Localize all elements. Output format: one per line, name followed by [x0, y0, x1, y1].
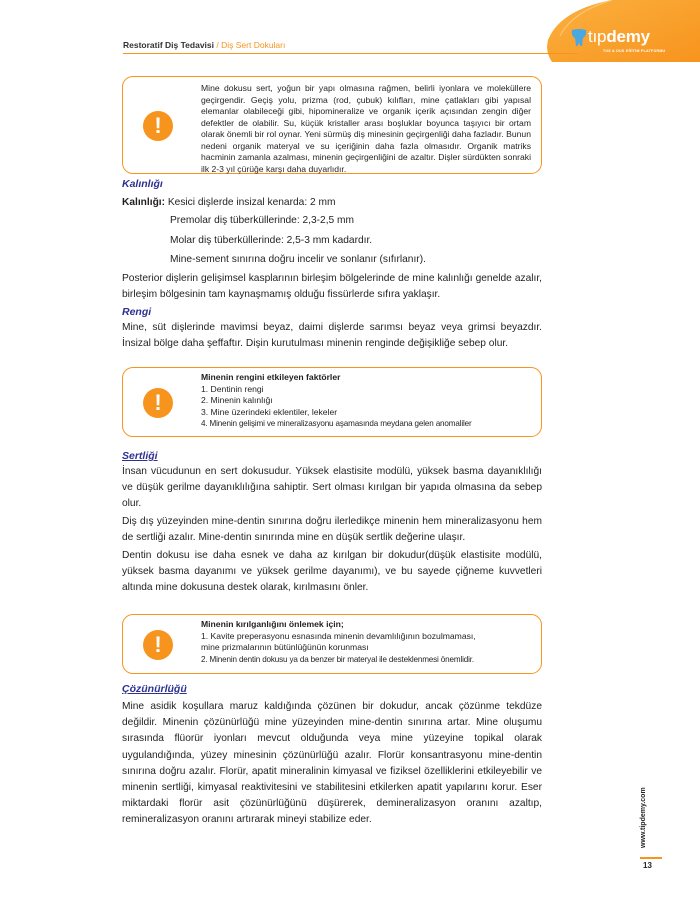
exclamation-icon: ! [143, 111, 173, 141]
side-url[interactable]: www.tipdemy.com [640, 787, 647, 848]
callout-list-item: 4. Minenin gelişimi ve mineralizasyonu aşamasında meydana gelen anomaliler [201, 419, 472, 428]
exclamation-icon: ! [143, 630, 173, 660]
thickness-label: Kalınlığı: [122, 197, 166, 208]
callout-color-factors [122, 367, 542, 437]
section-heading-hardness: Sertliği [122, 450, 158, 462]
logo-demy: demy [606, 27, 650, 46]
logo-tagline: TUS & DUS EĞİTİM PLATFORMU [603, 49, 666, 53]
tooth-icon [570, 28, 588, 48]
exclamation-icon: ! [143, 388, 173, 418]
section-heading-thickness: Kalınlığı [122, 178, 163, 190]
logo-tip: tıp [588, 27, 607, 46]
tipdemy-logo [530, 0, 700, 62]
callout-list-item: 2. Minenin kalınlığı [201, 395, 273, 405]
thickness-item: Mine-sement sınırına doğru incelir ve sonlanır (sıfırlanır). [170, 254, 426, 265]
thickness-item: Molar diş tüberküllerinde: 2,5-3 mm kadardır. [170, 235, 373, 246]
callout-list-item: 1. Dentinin rengi [201, 383, 264, 394]
solubility-paragraph: Mine asidik koşullara maruz kaldığında çözünen bir dokudur, ancak çözünme tekdüze değildir. Minenin çözünürlüğü mine yüzeyinden mine-dentin sınırına artar. Mine oluşumu sırasında flüorür iyonları mevcut olduğunda veya mine yüzeyine topikal olarak uygulandığında, yüzey minesinin çözünürlüğü azalır. Florür konsantrasyonu mine-dentin sınırına doğru azalır. Florür, apatit mineralinin kimyasal ve fiziksel özelliklerini etkileyebilir ve minenin sertliği, kimyasal reaktivitesini ve stabilitesini etkilerken apatit yapılarını korur. Eser miktardaki florür asit çözünürlüğünü düşürerek, demineralizasyon oranını azaltıp, remineralizasyon oranını artırarak mineyi stabilize eder. [122, 701, 542, 826]
color-paragraph: Mine, süt dişlerinde mavimsi beyaz, daimi dişlerde sarımsı beyaz veya grimsi beyazdır. İnsizal bölge daha şeffaftır. Dişin kurutulması minenin renginde değişikliğe sebep olur. [122, 322, 542, 349]
hardness-paragraph: Dentin dokusu ise daha esnek ve daha az kırılgan bir dokudur(düşük elastisite modülü, yüksek basma dayanımı ve yüksek gerilme dayanımı), ve bu sayede çiğneme kuvvetleri altında mine dokusuna destek olarak, kırılmasını önler. [122, 550, 542, 593]
hardness-paragraph: Diş dış yüzeyinden mine-dentin sınırına doğru ilerledikçe minenin hem mineralizasyonu hem de sertliği azalır. Mine-dentin sınırında mine en düşük sertlik değerine ulaşır. [122, 516, 542, 543]
logo-wordmark [588, 27, 650, 47]
thickness-item: Premolar diş tüberküllerinde: 2,3-2,5 mm [170, 215, 355, 226]
callout-brittleness [122, 614, 542, 674]
thickness-incisors [122, 195, 542, 211]
header-rule [123, 53, 578, 54]
page-number-rule [640, 857, 662, 859]
page-number: 13 [643, 861, 652, 870]
hardness-paragraph: İnsan vücudunun en sert dokusudur. Yüksek elastisite modülü, yüksek basma dayanıklılığı ve düşük gerilme dayanıklılığına sahiptir. Sert olması kırılgan bir yapıda olmasına da sebep olur. [122, 466, 542, 509]
callout-list-item: mine prizmalarının bütünlüğünün korunması [201, 642, 369, 652]
section-heading-color: Rengi [122, 306, 152, 318]
callout-list-item: 1. Kavite preperasyonu esnasında minenin devamlılığının bozulmaması, [201, 630, 476, 641]
running-header [123, 40, 285, 50]
book-title: Restoratif Diş Tedavisi [123, 40, 215, 50]
callout-permeability [122, 76, 542, 174]
callout-list-item: 2. Minenin dentin dokusu ya da benzer bir materyal ile desteklenmesi önemlidir. [201, 654, 474, 664]
callout-list-item: 3. Mine üzerindeki eklentiler, lekeler [201, 406, 338, 417]
section-heading-solubility: Çözünürlüğü [122, 683, 187, 695]
thickness-paragraph: Posterior dişlerin gelişimsel kasplarının birleşim bölgelerinde de mine kalınlığı genelde azalır, birleşim bölgesinin tam kaynaşmamış olduğu fissürlerde sıfıra yaklaşır. [122, 273, 542, 300]
callout-title: Minenin kırılganlığını önlemek için; [201, 619, 344, 629]
callout-title: Minenin rengini etkileyen faktörler [201, 372, 341, 382]
header-separator: / [214, 40, 222, 50]
chapter-title: Diş Sert Dokuları [221, 40, 286, 50]
callout-paragraph: Mine dokusu sert, yoğun bir yapı olmasına rağmen, belirli iyonlara ve moleküllere geçirgendir. Geçiş yolu, prizma (rod, çubuk) kılıfları, mine çatlakları gibi yapısal elemanlar olabileceği gibi, hipomineralize ve organik içerik açısından zengin diğer defektler de olabilir. Su, küçük kristaller arası boşluklar boyunca taşıyıcı bir ortam olarak önemli bir rol oynar. Yeni sürmüş diş minesinin geçirgenliği daha fazladır. Bunun nedeni organik materyal ve su içeriğinin daha fazla olmasıdır. Organik matriks hacminin zamanla azalması, minenin geçirgenliğini de azaltır. Dişler sürdükten sonraki ilk 2-3 yıl çürüğe karşı daha duyarlıdır. [201, 83, 531, 174]
thickness-item: Kesici dişlerde insizal kenarda: 2 mm [167, 197, 336, 208]
